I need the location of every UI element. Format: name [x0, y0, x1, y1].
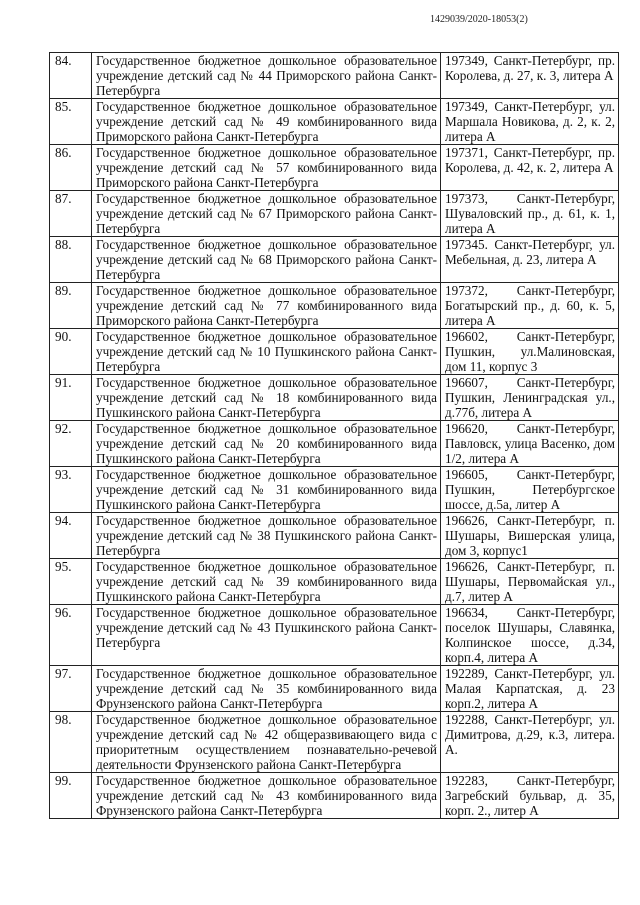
- row-number: 90.: [50, 329, 92, 375]
- institution-name: Государственное бюджетное дошкольное образовательное учреждение детский сад № 43 комбинированного вида Фрунзенского района Санкт-Петербурга: [92, 773, 441, 819]
- table-row: [50, 559, 619, 605]
- institution-address: 197345. Санкт-Петербург, ул. Мебельная, д. 23, литера А: [441, 237, 619, 283]
- table-row: [50, 375, 619, 421]
- institution-name: Государственное бюджетное дошкольное образовательное учреждение детский сад № 35 комбинированного вида Фрунзенского района Санкт-Петербурга: [92, 666, 441, 712]
- row-number: 96.: [50, 605, 92, 666]
- institution-address: 197349, Санкт-Петербург, пр. Королева, д. 27, к. 3, литера А: [441, 53, 619, 99]
- institution-address: 197373, Санкт-Петербург, Шуваловский пр., д. 61, к. 1, литера А: [441, 191, 619, 237]
- institution-address: 196620, Санкт-Петербург, Павловск, улица Васенко, дом 1/2, литера А: [441, 421, 619, 467]
- row-number: 89.: [50, 283, 92, 329]
- table-row: [50, 773, 619, 819]
- row-number: 97.: [50, 666, 92, 712]
- institution-address: 196634, Санкт-Петербург, поселок Шушары, Славянка, Колпинское шоссе, д.34, корп.4, литера А: [441, 605, 619, 666]
- row-number: 93.: [50, 467, 92, 513]
- row-number: 94.: [50, 513, 92, 559]
- institution-name: Государственное бюджетное дошкольное образовательное учреждение детский сад № 39 комбинированного вида Пушкинского района Санкт-Петербурга: [92, 559, 441, 605]
- table-row: [50, 467, 619, 513]
- institution-name: Государственное бюджетное дошкольное образовательное учреждение детский сад № 68 Приморского района Санкт-Петербурга: [92, 237, 441, 283]
- institution-name: Государственное бюджетное дошкольное образовательное учреждение детский сад № 49 комбинированного вида Приморского района Санкт-Петербурга: [92, 99, 441, 145]
- document-number: 1429039/2020-18053(2): [430, 14, 528, 25]
- row-number: 88.: [50, 237, 92, 283]
- table-row: [50, 191, 619, 237]
- institution-name: Государственное бюджетное дошкольное образовательное учреждение детский сад № 31 комбинированного вида Пушкинского района Санкт-Петербурга: [92, 467, 441, 513]
- institution-name: Государственное бюджетное дошкольное образовательное учреждение детский сад № 57 комбинированного вида Приморского района Санкт-Петербурга: [92, 145, 441, 191]
- institution-address: 192283, Санкт-Петербург, Загребский бульвар, д. 35, корп. 2., литер А: [441, 773, 619, 819]
- institution-name: Государственное бюджетное дошкольное образовательное учреждение детский сад № 67 Приморского района Санкт-Петербурга: [92, 191, 441, 237]
- institution-name: Государственное бюджетное дошкольное образовательное учреждение детский сад № 20 комбинированного вида Пушкинского района Санкт-Петербурга: [92, 421, 441, 467]
- institution-name: Государственное бюджетное дошкольное образовательное учреждение детский сад № 43 Пушкинского района Санкт-Петербурга: [92, 605, 441, 666]
- institution-name: Государственное бюджетное дошкольное образовательное учреждение детский сад № 18 комбинированного вида Пушкинского района Санкт-Петербурга: [92, 375, 441, 421]
- row-number: 99.: [50, 773, 92, 819]
- table-row: [50, 712, 619, 773]
- institution-address: 196602, Санкт-Петербург, Пушкин, ул.Малиновская, дом 11, корпус 3: [441, 329, 619, 375]
- table-row: [50, 237, 619, 283]
- institution-address: 196605, Санкт-Петербург, Пушкин, Петербургское шоссе, д.5а, литер А: [441, 467, 619, 513]
- table-row: [50, 513, 619, 559]
- table-row: [50, 99, 619, 145]
- table-row: [50, 421, 619, 467]
- institution-address: 197371, Санкт-Петербург, пр. Королева, д. 42, к. 2, литера А: [441, 145, 619, 191]
- table-row: [50, 666, 619, 712]
- institution-address: 196607, Санкт-Петербург, Пушкин, Ленинградская ул., д.77б, литера А: [441, 375, 619, 421]
- row-number: 87.: [50, 191, 92, 237]
- table-row: [50, 605, 619, 666]
- institution-name: Государственное бюджетное дошкольное образовательное учреждение детский сад № 38 Пушкинского района Санкт-Петербурга: [92, 513, 441, 559]
- institution-name: Государственное бюджетное дошкольное образовательное учреждение детский сад № 10 Пушкинского района Санкт-Петербурга: [92, 329, 441, 375]
- table-row: [50, 283, 619, 329]
- institution-name: Государственное бюджетное дошкольное образовательное учреждение детский сад № 44 Приморского района Санкт-Петербурга: [92, 53, 441, 99]
- institution-name: Государственное бюджетное дошкольное образовательное учреждение детский сад № 42 общеразвивающего вида с приоритетным осуществлением познавательно-речевой деятельности Фрунзенского района Санкт-Петербурга: [92, 712, 441, 773]
- table-row: [50, 53, 619, 99]
- row-number: 91.: [50, 375, 92, 421]
- institution-address: 192289, Санкт-Петербург, ул. Малая Карпатская, д. 23 корп.2, литера А: [441, 666, 619, 712]
- table-row: [50, 329, 619, 375]
- institution-name: Государственное бюджетное дошкольное образовательное учреждение детский сад № 77 комбинированного вида Приморского района Санкт-Петербурга: [92, 283, 441, 329]
- institutions-table: [49, 52, 619, 819]
- institution-address: 196626, Санкт-Петербург, п. Шушары, Вишерская улица, дом 3, корпус1: [441, 513, 619, 559]
- institution-address: 196626, Санкт-Петербург, п. Шушары, Первомайская ул., д.7, литер А: [441, 559, 619, 605]
- institution-address: 197349, Санкт-Петербург, ул. Маршала Новикова, д. 2, к. 2, литера А: [441, 99, 619, 145]
- row-number: 86.: [50, 145, 92, 191]
- row-number: 92.: [50, 421, 92, 467]
- row-number: 85.: [50, 99, 92, 145]
- row-number: 84.: [50, 53, 92, 99]
- institution-address: 197372, Санкт-Петербург, Богатырский пр., д. 60, к. 5, литера А: [441, 283, 619, 329]
- row-number: 95.: [50, 559, 92, 605]
- row-number: 98.: [50, 712, 92, 773]
- institution-address: 192288, Санкт-Петербург, ул. Димитрова, д.29, к.3, литера. А.: [441, 712, 619, 773]
- table-row: [50, 145, 619, 191]
